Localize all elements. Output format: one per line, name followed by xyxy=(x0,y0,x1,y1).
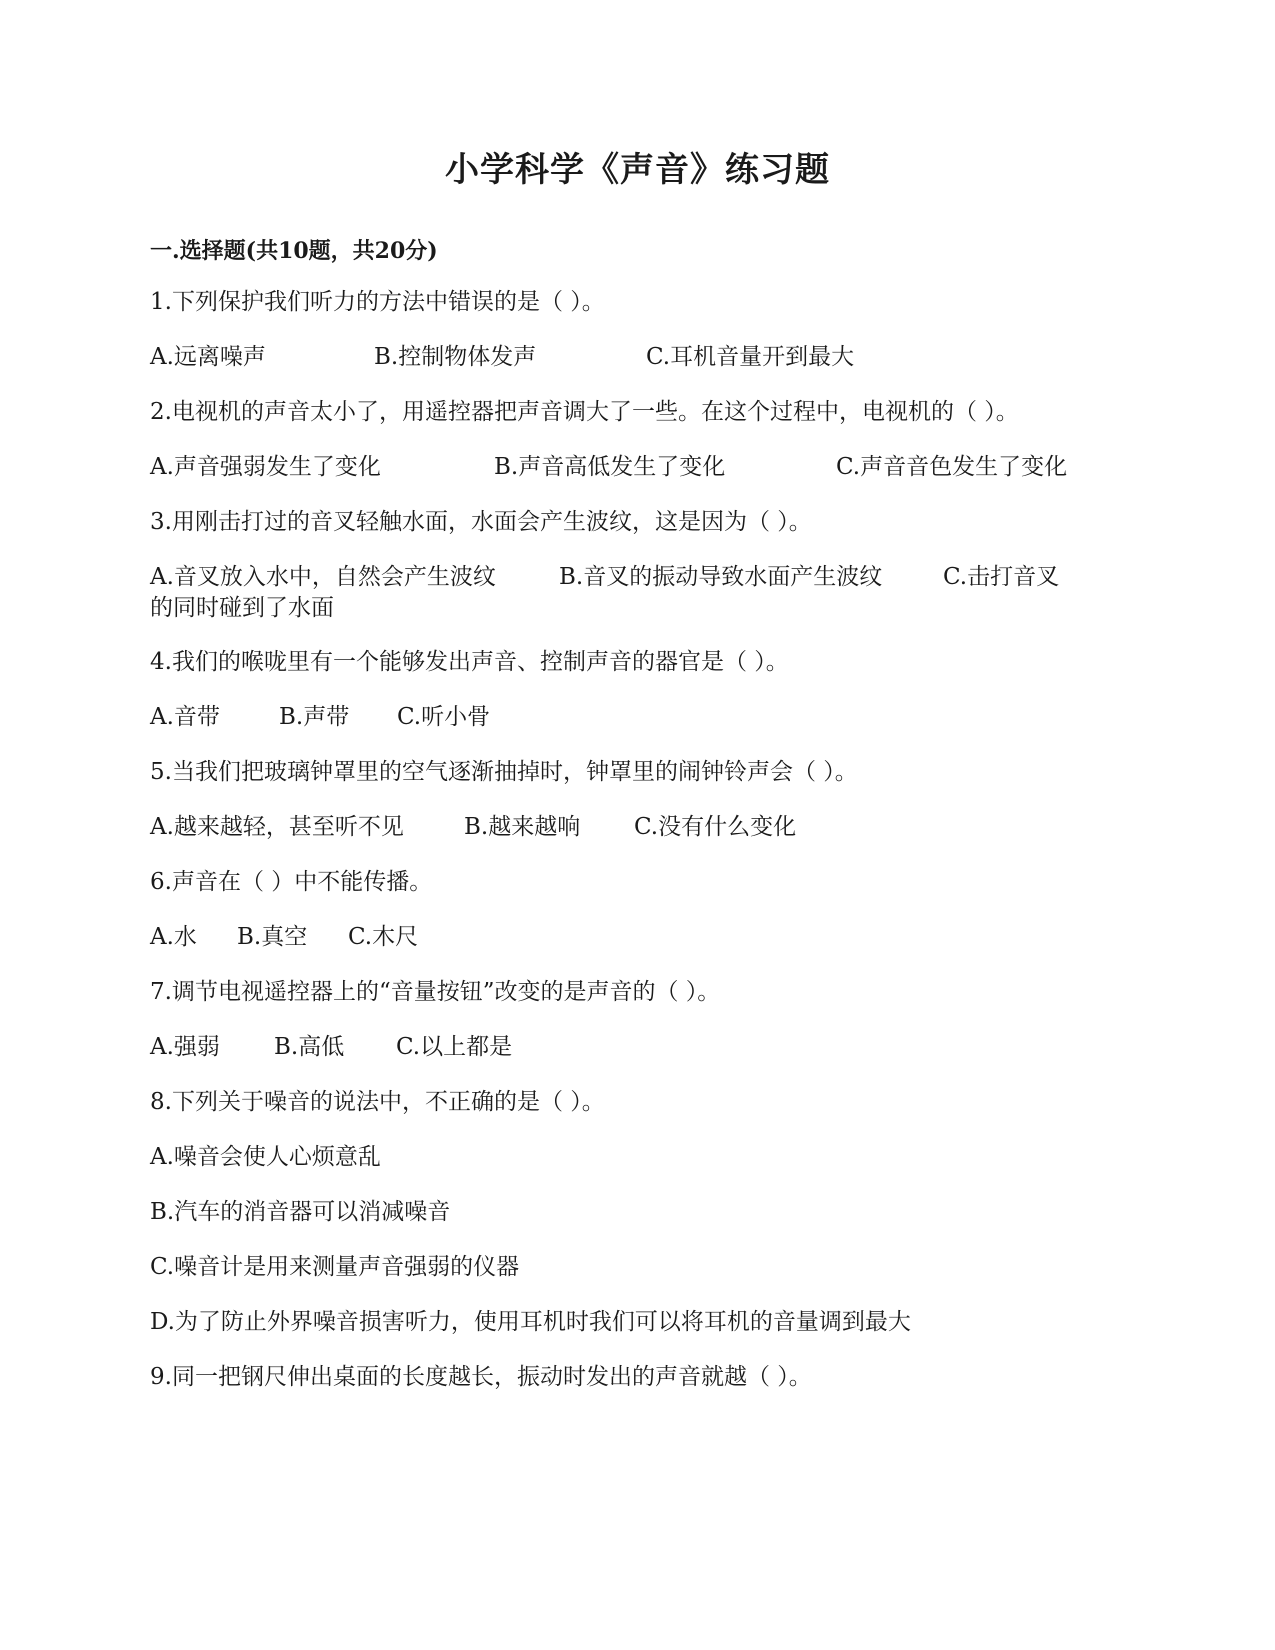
question-3-option-c-continuation: 的同时碰到了水面 xyxy=(150,595,334,621)
question-4-option-b: B.声带 xyxy=(279,704,350,730)
question-3-option-a: A.音叉放入水中，自然会产生波纹 xyxy=(150,564,496,590)
question-5-stem: 5.当我们把玻璃钟罩里的空气逐渐抽掉时，钟罩里的闹钟铃声会（ ）。 xyxy=(150,759,858,785)
question-1-stem: 1.下列保护我们听力的方法中错误的是（ ）。 xyxy=(150,289,605,315)
question-1-option-c: C.耳机音量开到最大 xyxy=(646,344,855,370)
question-4-option-a: A.音带 xyxy=(150,704,220,730)
question-9-stem: 9.同一把钢尺伸出桌面的长度越长，振动时发出的声音就越（ ）。 xyxy=(150,1364,812,1390)
question-8-stem: 8.下列关于噪音的说法中，不正确的是（ ）。 xyxy=(150,1089,605,1115)
question-8-option-c: C.噪音计是用来测量声音强弱的仪器 xyxy=(150,1254,520,1280)
question-7-options xyxy=(150,1031,1150,1063)
question-6-option-b: B.真空 xyxy=(237,924,308,950)
question-5-option-b: B.越来越响 xyxy=(464,814,581,840)
question-2-stem: 2.电视机的声音太小了，用遥控器把声音调大了一些。在这个过程中，电视机的（ ）。 xyxy=(150,399,1019,425)
question-1-option-a: A.远离噪声 xyxy=(150,344,266,370)
question-5-options xyxy=(150,811,1150,843)
question-2-option-a: A.声音强弱发生了变化 xyxy=(150,454,381,480)
question-5-option-c: C.没有什么变化 xyxy=(634,814,797,840)
question-7-option-b: B.高低 xyxy=(274,1034,345,1060)
question-7-option-c: C.以上都是 xyxy=(396,1034,513,1060)
question-3-stem: 3.用刚击打过的音叉轻触水面，水面会产生波纹，这是因为（ ）。 xyxy=(150,509,812,535)
question-1-option-b: B.控制物体发声 xyxy=(374,344,537,370)
page-title: 小学科学《声音》练习题 xyxy=(445,150,830,190)
question-6-option-a: A.水 xyxy=(150,924,197,950)
question-2-option-c: C.声音音色发生了变化 xyxy=(836,454,1068,480)
question-1-options xyxy=(150,341,1150,373)
question-7-option-a: A.强弱 xyxy=(150,1034,220,1060)
question-6-stem: 6.声音在（ ）中不能传播。 xyxy=(150,869,433,895)
question-7-stem: 7.调节电视遥控器上的“音量按钮”改变的是声音的（ ）。 xyxy=(150,979,721,1005)
question-5-option-a: A.越来越轻，甚至听不见 xyxy=(150,814,404,840)
question-4-stem: 4.我们的喉咙里有一个能够发出声音、控制声音的器官是（ ）。 xyxy=(150,649,789,675)
question-2-option-b: B.声音高低发生了变化 xyxy=(494,454,726,480)
question-2-options xyxy=(150,451,1150,483)
question-6-option-c: C.木尺 xyxy=(348,924,419,950)
question-6-options xyxy=(150,921,1150,953)
question-3-options xyxy=(150,561,1150,593)
section-heading: 一.选择题(共10题，共20分) xyxy=(150,238,438,264)
question-3-option-b: B.音叉的振动导致水面产生波纹 xyxy=(559,564,883,590)
question-3-option-c: C.击打音叉 xyxy=(943,564,1060,590)
question-8-option-a: A.噪音会使人心烦意乱 xyxy=(150,1144,381,1170)
question-8-option-b: B.汽车的消音器可以消减噪音 xyxy=(150,1199,451,1225)
question-4-option-c: C.听小骨 xyxy=(397,704,491,730)
question-4-options xyxy=(150,701,1150,733)
question-8-option-d: D.为了防止外界噪音损害听力，使用耳机时我们可以将耳机的音量调到最大 xyxy=(150,1309,911,1335)
